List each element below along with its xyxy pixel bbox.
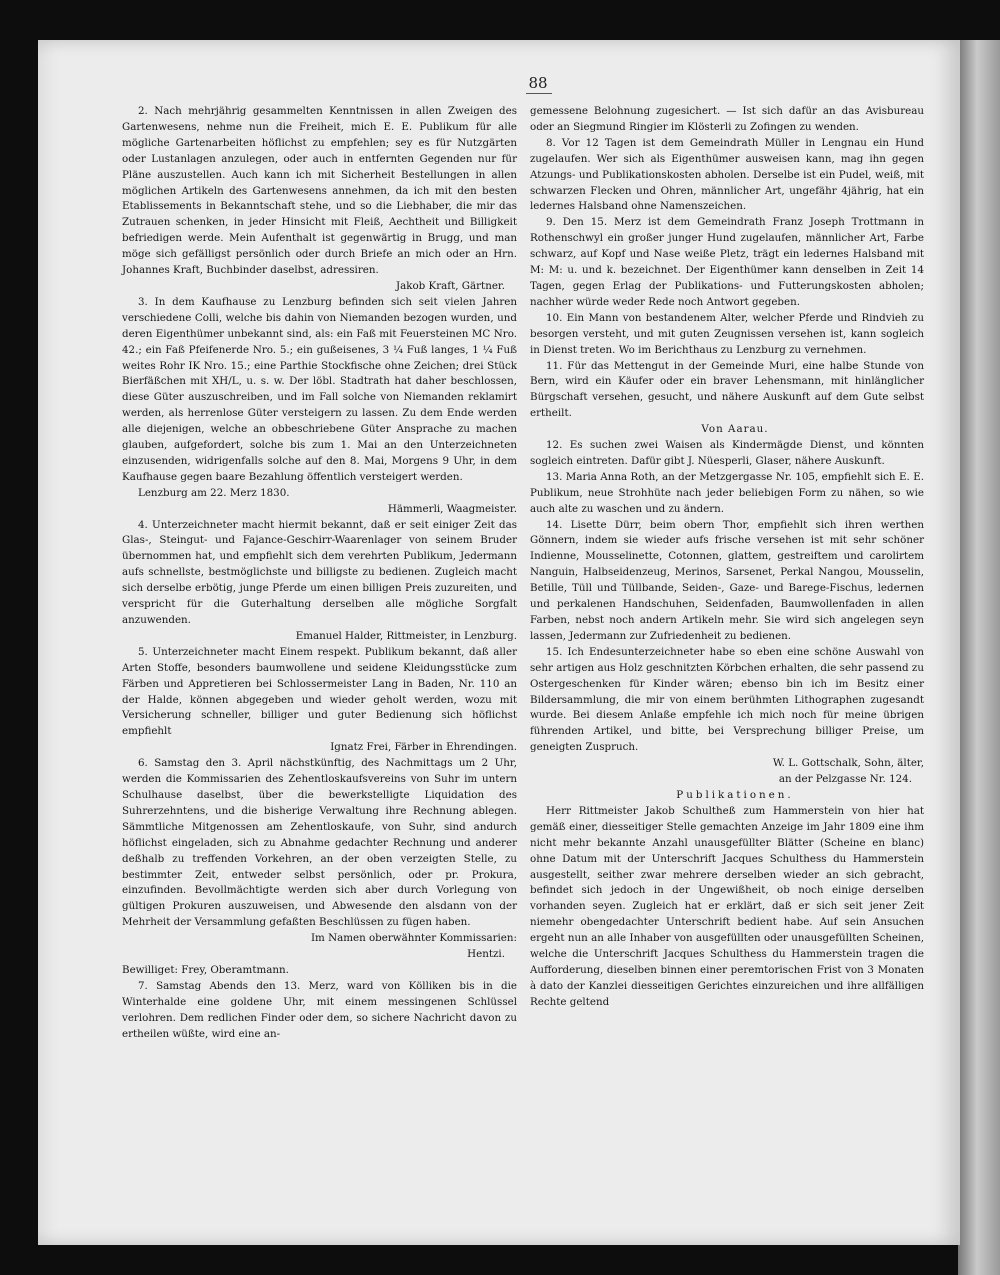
notice-6: 6. Samstag den 3. April nächstkünftig, des Nachmittags um 2 Uhr, werden die Kommissarien des Zehentloskaufsvereins von Suhr im untern Schulhause daselbst, über die bewerkstelligte Liquidation des Suhrerzehntens, und die bisherige Verwaltung ihre Rechnung ablegen. Sämmtliche Mitgenossen am Zehentloskaufe, von Suhr, sind andurch höflichst eingeladen, sich zu Abnahme gedachter Rechnung und anderer deßhalb zu treffenden Vorkehren, an der oben verzeigten Stelle, zu bestimmter Zeit, entweder selbst persönlich, oder pr. Prokura, einzufinden. Bevollmächtigte werden sich aber durch Vorlegung von gültigen Prokuren auszuweisen, und Abwesende den alsdann von der Mehrheit der Versammlung gefaßten Beschlüssen zu fügen haben. — [122, 757, 517, 929]
notice-15-signature: W. L. Gottschalk, Sohn, älter, — [772, 757, 924, 770]
notice-7-continued: gemessene Belohnung zugesichert. — Ist sich dafür an das Avisbureau oder an Siegmund Ringier im Klösterli zu Zofingen zu wenden. — [530, 105, 924, 133]
notice-6-signature: Hentzi. — [467, 948, 505, 961]
left-column — [122, 104, 517, 1042]
notice-14: 14. Lisette Dürr, beim obern Thor, empfiehlt sich ihren werthen Gönnern, indem sie wieder aufs frische versehen ist mit sehr schöner Indienne, Mousselinette, Cotonnen, glattem, gestreiftem und carolirtem Nanguin, Halbseidenzeug, Merinos, Sarsenet, Perkal Nangou, Mousselin, Betille, Tüll und Tüllbande, Seiden-, Gaze- und Barege-Fischus, ledernen und perkalenen Handschuhen, Seidenfaden, Baumwollenfaden in allen Farben, nebst noch andern Artikeln mehr. Sie wird sich angelegen seyn lassen, Jedermann zur Zufriedenheit zu bedienen. — [530, 518, 924, 642]
notice-3: 3. In dem Kaufhause zu Lenzburg befinden sich seit vielen Jahren verschiedene Colli, welche bis dahin von Niemanden bezogen wurden, und deren Eigenthümer unbekannt sind, als: ein Faß mit Feuersteinen MC Nro. 42.; ein Faß Pfeifenerde Nro. 5.; ein gußeisenes, 3 ¼ Fuß langes, 1 ¼ Fuß weites Rohr IK Nro. 15.; eine Parthie Stockfische ohne Zeichen; drei Stück Bierfäßchen mit XH/L, u. s. w. Der löbl. Stadtrath hat daher beschlossen, diese Güter auszuschreiben, und im Fall solche von Niemanden reklamirt werden, als herrenlose Güter versteigern zu lassen. Zu dem Ende werden alle diejenigen, welche an obbeschriebene Güter Ansprache zu machen glauben, aufgefordert, solche bis zum 1. Mai an den Unterzeichneten einzusenden, widrigenfalls solche auf den 8. Mai, Morgens 9 Uhr, in dem Kaufhause gegen baare Bezahlung öffentlich versteigert werden. — [122, 295, 517, 483]
notice-6-approval: Bewilliget: Frey, Oberamtmann. — [122, 963, 289, 976]
section-heading-publikationen: Publikationen. — [676, 788, 794, 801]
notice-2-signature: Jakob Kraft, Gärtner. — [395, 279, 505, 292]
newspaper-page — [38, 40, 960, 1245]
publication-notice: Herr Rittmeister Jakob Schultheß zum Hammerstein von hier hat gemäß einer, diesseitiger Stelle gemachten Anzeige im Jahr 1809 eine ihm nicht mehr bekannte Anzahl unausgefüllter Blätter (Scheine en blanc) ohne Datum mit der Unterschrift Jacques Schulthess du Hammerstein ausgestellt, seither zwar mehrere derselben wieder an sich gebracht, befindet sich jedoch in der Ungewißheit, ob noch einige derselben vorhanden seyen. Zugleich hat er erklärt, daß er sich seit jener Zeit niemehr obengedachter Unterschrift bedient habe. Auf sein Ansuchen ergeht nun an alle Inhaber von ausgefüllten oder unausgefüllten Scheinen, welche die Unterschrift Jacques Schulthess du Hammerstein tragen die Aufforderung, dieselben binnen einer peremtorischen Frist von 3 Monaten à dato der Kanzlei diesseitigen Gerichtes einzureichen und ihre allfälligen Rechte geltend — [530, 804, 924, 1008]
section-heading-aarau: Von Aarau. — [701, 423, 769, 436]
notice-13: 13. Maria Anna Roth, an der Metzgergasse Nr. 105, empfiehlt sich E. E. Publikum, neue Strohhüte nach jeder beliebigen Form zu nähen, so wie auch alte zu waschen und zu ändern. — [530, 470, 924, 515]
notice-5-signature: Ignatz Frei, Färber in Ehrendingen. — [330, 741, 517, 754]
right-column — [530, 104, 924, 1011]
notice-4-signature: Emanuel Halder, Rittmeister, in Lenzburg. — [295, 629, 517, 642]
notice-9: 9. Den 15. Merz ist dem Gemeindrath Franz Joseph Trottmann in Rothenschwyl ein großer junger Hund zugelaufen, männlicher Art, Farbe schwarz, auf Kopf und Nase weiße Pletz, trägt ein ledernes Halsband mit M: M: u. und k. bezeichnet. Der Eigenthümer kann denselben in Zeit 14 Tagen, gegen Erlag der Publikations- und Futterungskosten abholen; nachher würde weder Rede noch Antwort gegeben. — [530, 216, 924, 308]
notice-5: 5. Unterzeichneter macht Einem respekt. Publikum bekannt, daß aller Arten Stoffe, besonders baumwollene und seidene Kleidungsstücke zum Färben und Appretieren bei Schlossermeister Lang in Baden, Nr. 110 an der Halde, können abgegeben und wieder geholt werden, wozu mit Versicherung schneller, billiger und guter Bedienung sich höflichst empfiehlt — [122, 645, 517, 738]
notice-15: 15. Ich Endesunterzeichneter habe so eben eine schöne Auswahl von sehr artigen aus Holz geschnitzten Körbchen erhalten, die sehr passend zu Ostergeschenken für Kinder wären; ebenso bin ich im Besitz einer Bildersammlung, die mir von einem berühmten Lithographen zugesandt wurde. Bei diesem Anlaße empfehle ich mich noch für meine übrigen führenden Artikel, und bitte, bei Versprechung billiger Preise, um geneigten Zuspruch. — [530, 645, 924, 754]
notice-4: 4. Unterzeichneter macht hiermit bekannt, daß er seit einiger Zeit das Glas-, Steingut- und Fajance-Geschirr-Waarenlager von seinem Bruder übernommen hat, und empfiehlt sich dem verehrten Publikum, Jedermann aufs schnellste, bestmöglichste und billigste zu bedienen. Zugleich macht sich derselbe erbötig, junge Pferde um einen billigen Preis zuzureiten, und verspricht für die Guterhaltung derselben alle mögliche Sorgfalt anzuwenden. — [122, 518, 517, 626]
notice-3-date: Lenzburg am 22. Merz 1830. — [138, 486, 290, 499]
page-edge-shadow — [958, 40, 1000, 1275]
notice-6-commission: Im Namen oberwähnter Kommissarien: — [310, 932, 517, 945]
notice-7: 7. Samstag Abends den 13. Merz, ward von Kölliken bis in die Winterhalde eine goldene Uhr, mit einem messingenen Schlüssel verlohren. Dem redlichen Finder oder dem, so sichere Nachricht davon zu ertheilen wüßte, wird eine an- — [122, 979, 517, 1040]
page-number-rule — [526, 93, 552, 94]
notice-11: 11. Für das Mettengut in der Gemeinde Muri, eine halbe Stunde von Bern, wird ein Käufer oder ein braver Lehensmann, mit hinlänglicher Bürgschaft versehen, gesucht, und nähere Auskunft auf dem Gute selbst ertheilt. — [530, 359, 924, 420]
notice-3-signature: Hämmerli, Waagmeister. — [387, 502, 517, 515]
notice-15-address: an der Pelzgasse Nr. 124. — [778, 773, 912, 786]
notice-10: 10. Ein Mann von bestandenem Alter, welcher Pferde und Rindvieh zu besorgen versteht, und mit guten Zeugnissen versehen ist, kann sogleich in Dienst treten. Wo im Berichthaus zu Lenzburg zu vernehmen. — [530, 311, 924, 356]
notice-8: 8. Vor 12 Tagen ist dem Gemeindrath Müller in Lengnau ein Hund zugelaufen. Wer sich als Eigenthümer ausweisen kann, mag ihn gegen Atzungs- und Publikationskosten abholen. Derselbe ist ein Pudel, weiß, mit schwarzen Flecken und Ohren, männlicher Art, ungefähr 4jährig, hat ein ledernes Halsband ohne Namenszeichen. — [530, 136, 924, 213]
notice-2: 2. Nach mehrjährig gesammelten Kenntnissen in allen Zweigen des Gartenwesens, nehme nun die Freiheit, mich E. E. Publikum für alle mögliche Gartenarbeiten höflichst zu empfehlen; sey es für Nutzgärten oder Lustanlagen anzulegen, oder auch in entfernten Gegenden nur für Pläne auszustellen. Auch kann ich mit Sicherheit Bestellungen in allen möglichen Artikeln des Gartenwesens annehmen, da ich mit den besten Etablissements in Bekanntschaft stehe, und so die Liebhaber, die mir das Zutrauen schenken, in jeder Hinsicht mit Fleiß, Aechtheit und Billigkeit befriedigen werde. Mein Aufenthalt ist gegenwärtig in Brugg, und man möge sich gefälligst persönlich oder durch Briefe an mich oder an Hrn. Johannes Kraft, Buchbinder daselbst, adressiren. — [122, 105, 517, 277]
notice-12: 12. Es suchen zwei Waisen als Kindermägde Dienst, und könnten sogleich eintreten. Dafür gibt J. Nüesperli, Glaser, nähere Auskunft. — [530, 439, 924, 467]
page-number: 88 — [528, 74, 548, 92]
